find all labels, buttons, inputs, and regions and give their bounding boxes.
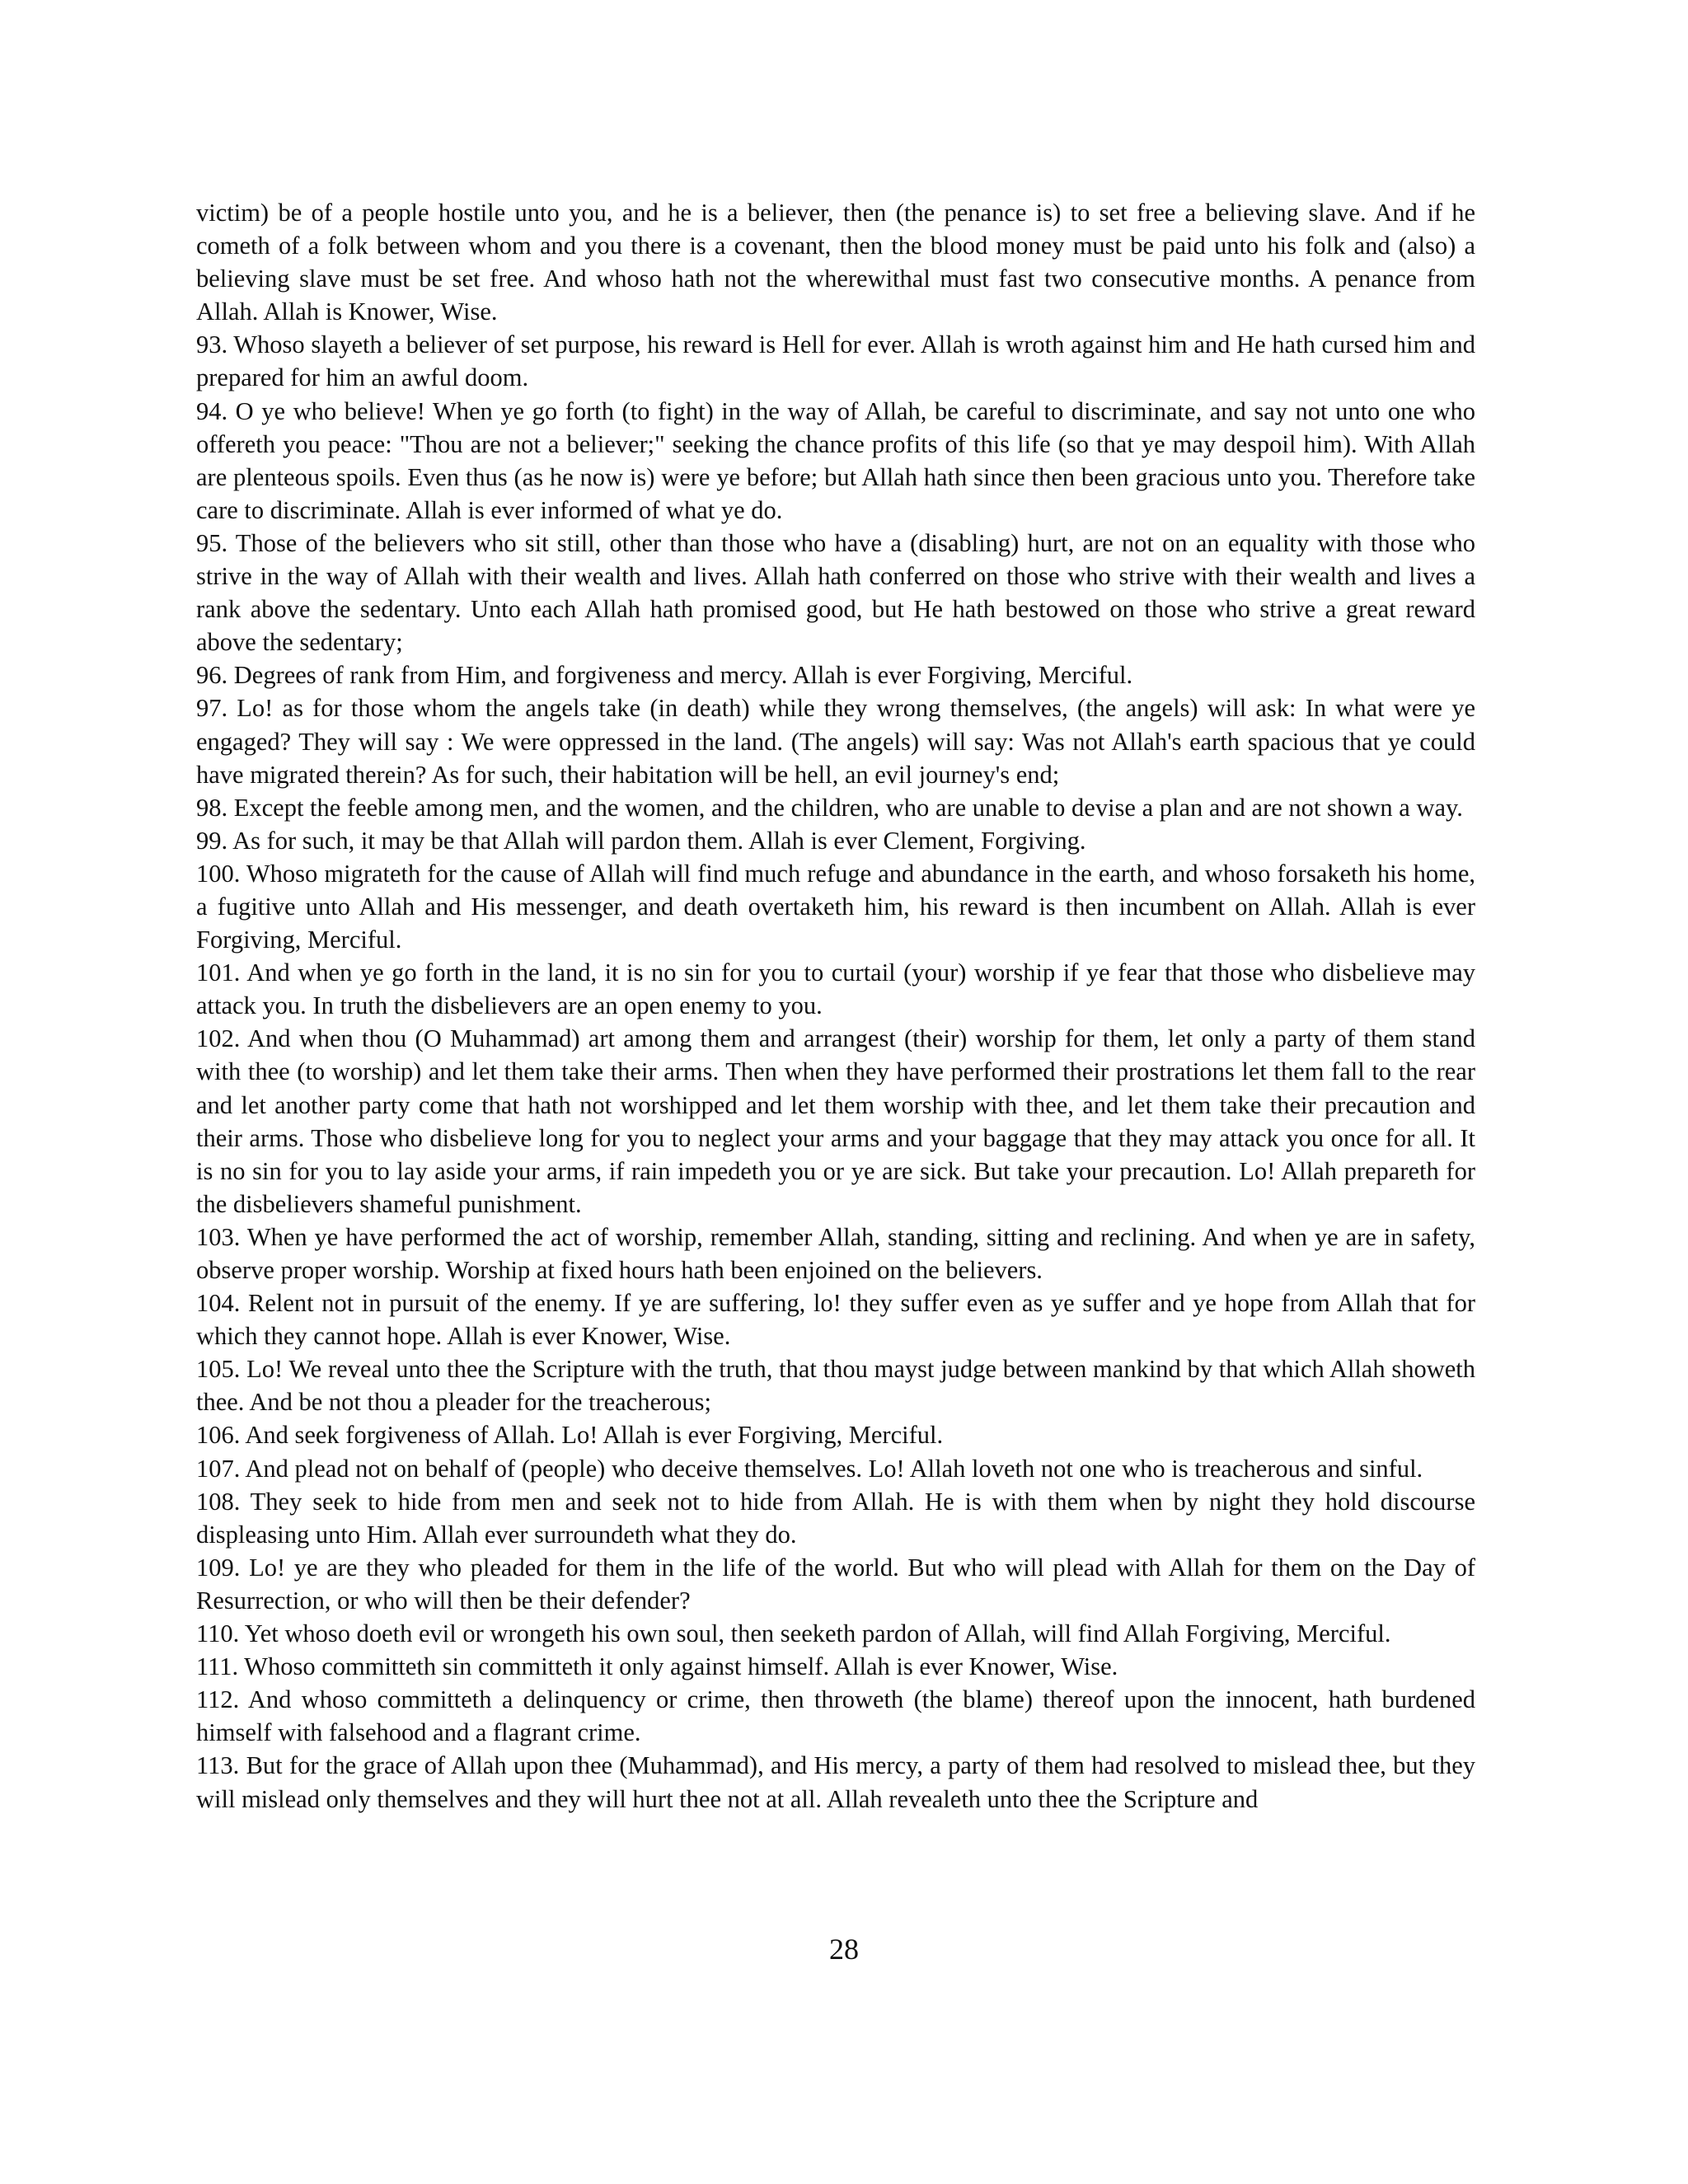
verse-108: 108. They seek to hide from men and seek not to hide from Allah. He is with them when by night they hold discourse displeasing unto Him. Allah ever surroundeth what they do.	[196, 1487, 1475, 1549]
verse-94: 94. O ye who believe! When ye go forth (to fight) in the way of Allah, be careful to discriminate, and say not unto one who offereth you peace: "Thou are not a believer;" seeking the chance profits of this life (so that ye may despoil him). With Allah are plenteous spoils. Even thus (as he now is) were ye before; but Allah hath since then been gracious unto you. Therefore take care to discriminate. Allah is ever informed of what ye do.	[196, 396, 1475, 524]
verse-104: 104. Relent not in pursuit of the enemy. If ye are suffering, lo! they suffer even as ye suffer and ye hope from Allah that for which they cannot hope. Allah is ever Knower, Wise.	[196, 1289, 1475, 1351]
verse-112: 112. And whoso committeth a delinquency or crime, then throweth (the blame) thereof upon the innocent, hath burdened himself with falsehood and a flagrant crime.	[196, 1685, 1475, 1747]
page-number: 28	[829, 1933, 859, 1966]
verse-97: 97. Lo! as for those whom the angels take (in death) while they wrong themselves, (the angels) will ask: In what were ye engaged? They will say : We were oppressed in the land. (The angels) will say: Was not Allah's earth spacious that ye could have migrated therein? As for such, their habitation will be hell, an evil journey's end;	[196, 694, 1475, 789]
verse-107: 107. And plead not on behalf of (people) who deceive themselves. Lo! Allah loveth not one who is treacherous and sinful.	[196, 1454, 1423, 1483]
verse-105: 105. Lo! We reveal unto thee the Scripture with the truth, that thou mayst judge between mankind by that which Allah showeth thee. And be not thou a pleader for the treacherous;	[196, 1355, 1475, 1417]
verse-100: 100. Whoso migrateth for the cause of Allah will find much refuge and abundance in the earth, and whoso forsaketh his home, a fugitive unto Allah and His messenger, and death overtaketh him, his reward is then incumbent on Allah. Allah is ever Forgiving, Merciful.	[196, 859, 1475, 954]
verse-109: 109. Lo! ye are they who pleaded for them in the life of the world. But who will plead with Allah for them on the Day of Resurrection, or who will then be their defender?	[196, 1553, 1475, 1615]
verse-111: 111. Whoso committeth sin committeth it only against himself. Allah is ever Knower, Wise.	[196, 1652, 1118, 1681]
verse-98: 98. Except the feeble among men, and the women, and the children, who are unable to devise a plan and are not shown a way.	[196, 793, 1463, 822]
verse-99: 99. As for such, it may be that Allah will pardon them. Allah is ever Clement, Forgiving.	[196, 826, 1086, 855]
verse-106: 106. And seek forgiveness of Allah. Lo! Allah is ever Forgiving, Merciful.	[196, 1421, 944, 1450]
verse-96: 96. Degrees of rank from Him, and forgiveness and mercy. Allah is ever Forgiving, Merciful.	[196, 661, 1133, 690]
verse-95: 95. Those of the believers who sit still, other than those who have a (disabling) hurt, are not on an equality with those who strive in the way of Allah with their wealth and lives. Allah hath conferred on those who strive with their wealth and lives a rank above the sedentary. Unto each Allah hath promised good, but He hath bestowed on those who strive a great reward above the sedentary;	[196, 528, 1475, 657]
paragraph-92-continued: victim) be of a people hostile unto you, and he is a believer, then (the penance is) to set free a believing slave. And if he cometh of a folk between whom and you there is a covenant, then the blood money must be paid unto his folk and (also) a believing slave must be set free. And whoso hath not the wherewithal must fast two consecutive months. A penance from Allah. Allah is Knower, Wise.	[196, 199, 1475, 326]
body-text	[196, 196, 1475, 1816]
verse-93: 93. Whoso slayeth a believer of set purpose, his reward is Hell for ever. Allah is wroth against him and He hath cursed him and prepared for him an awful doom.	[196, 330, 1475, 392]
verse-103: 103. When ye have performed the act of worship, remember Allah, standing, sitting and reclining. And when ye are in safety, observe proper worship. Worship at fixed hours hath been enjoined on the believers.	[196, 1222, 1475, 1284]
verse-102: 102. And when thou (O Muhammad) art among them and arrangest (their) worship for them, let only a party of them stand with thee (to worship) and let them take their arms. Then when they have performed their prostrations let them fall to the rear and let another party come that hath not worshipped and let them worship with thee, and let them take their precaution and their arms. Those who disbelieve long for you to neglect your arms and your baggage that they may attack you once for all. It is no sin for you to lay aside your arms, if rain impedeth you or ye are sick. But take your precaution. Lo! Allah prepareth for the disbelievers shameful punishment.	[196, 1024, 1475, 1218]
verse-101: 101. And when ye go forth in the land, it is no sin for you to curtail (your) worship if ye fear that those who disbelieve may attack you. In truth the disbelievers are an open enemy to you.	[196, 958, 1475, 1020]
verse-113: 113. But for the grace of Allah upon thee (Muhammad), and His mercy, a party of them had resolved to mislead thee, but they will mislead only themselves and they will hurt thee not at all. Allah revealeth unto thee the Scripture and	[196, 1751, 1475, 1813]
verse-110: 110. Yet whoso doeth evil or wrongeth his own soul, then seeketh pardon of Allah, will find Allah Forgiving, Merciful.	[196, 1619, 1391, 1648]
